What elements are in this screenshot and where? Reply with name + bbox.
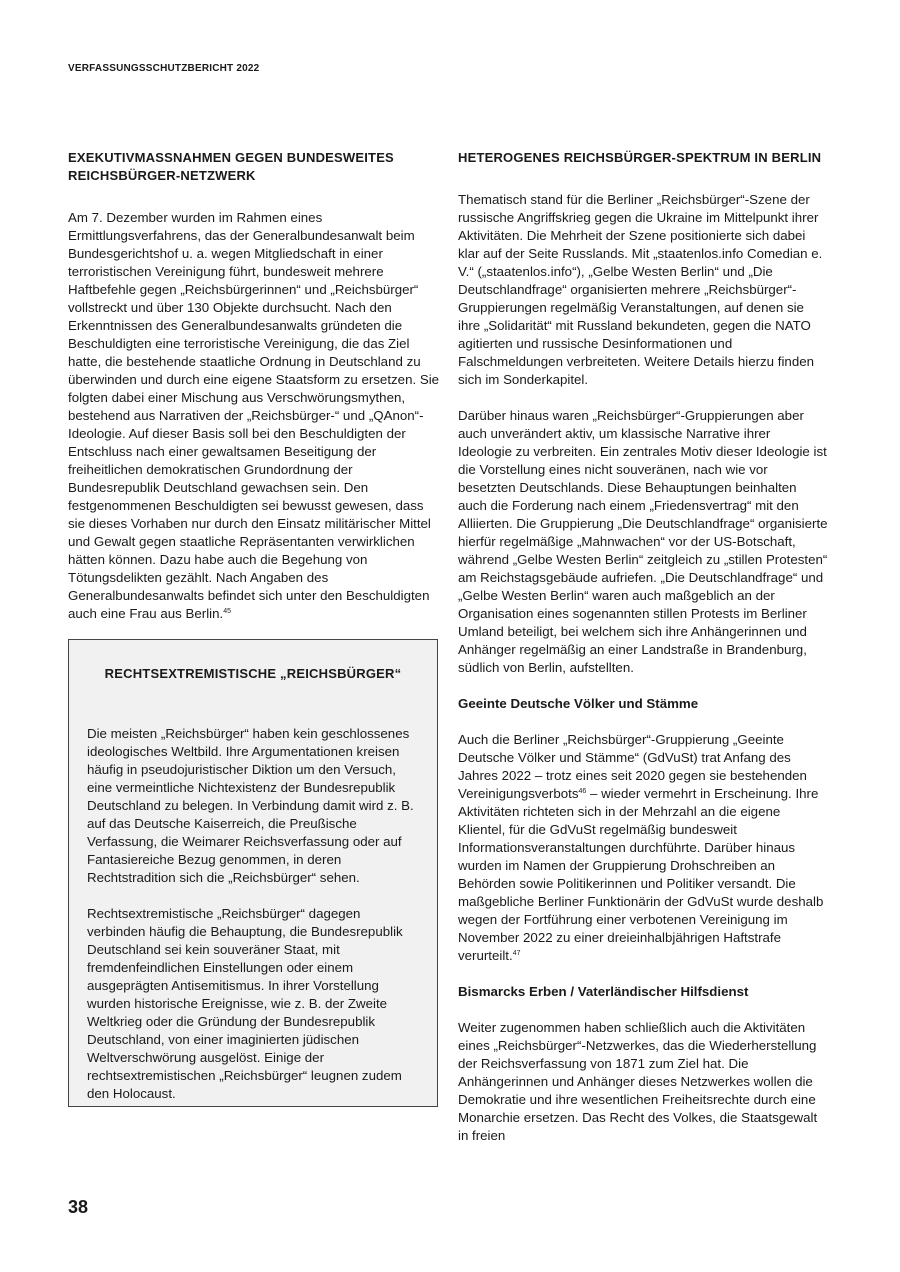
footnote-ref[interactable]: 46: [578, 788, 587, 795]
body-paragraph: [68, 209, 440, 623]
left-column: [68, 149, 440, 641]
section-heading-exekutivmassnahmen: EXEKUTIVMASSNAHMEN GEGEN BUNDESWEITES REICHSBÜRGER-NETZWERK: [68, 150, 394, 183]
section-heading-heterogenes-spektrum: HETEROGENES REICHSBÜRGER-SPEKTRUM IN BERLIN: [458, 150, 822, 165]
page-number: 38: [68, 1197, 89, 1217]
body-paragraph: Weiter zugenommen haben schließlich auch die Aktivitäten eines „Reichsbürger“-Netzwerkes, das die Wiederherstellung der Reichsverfassung von 1871 zum Ziel hat. Die Anhängerinnen und Anhänger dieses Netzwerkes wollen die Demokratie und ihre wesentlichen Freiheitsrechte durch eine Monarchie ersetzen. Das Recht des Volkes, die Staatsgewalt in freien: [458, 1020, 818, 1143]
info-box-heading: RECHTSEXTREMISTISCHE „REICHSBÜRGER“: [104, 666, 402, 681]
body-paragraph: [458, 731, 828, 965]
footnote-ref[interactable]: 47: [512, 950, 521, 957]
body-paragraph: Thematisch stand für die Berliner „Reichsbürger“-Szene der russische Angriffskrieg gegen die Ukraine im Mittelpunkt ihrer Aktivitäten. Die Mehrheit der Szene positionierte sich dabei klar auf der Seite Russlands. Mit „staatenlos.info Comedian e. V.“ („staatenlos.info“), „Gelbe Westen Berlin“ und „Die Deutschlandfrage“ organisierten mehrere „Reichsbürger“-Gruppierungen regelmäßig Veranstaltungen, auf denen sie ihre „Solidarität“ mit Russland bekundeten, gegen die NATO agitierten und russische Desinformationen und Falschmeldungen verbreiteten. Weitere Details hierzu finden sich im Sonderkapitel.: [458, 192, 823, 387]
paragraph-text: – wieder vermehrt in Erscheinung. Ihre Aktivitäten richteten sich in der Mehrzahl an die eigene Klientel, für die GdVuSt regelmäßig bundesweit Informationsveranstaltungen durchführte. Darüber hinaus wurden im Namen der Gruppierung Drohschreiben an Behörden sowie Politikerinnen und Politiker versandt. Die maßgebliche Berliner Funktionärin der GdVuSt wurde deshalb wegen der Fortführung einer verbotenen Vereinigung im November 2022 zu einer dreieinhalbjährigen Haftstrafe verurteilt.: [458, 786, 824, 963]
paragraph-text: Am 7. Dezember wurden im Rahmen eines Ermittlungsverfahrens, das der Generalbundesanwalt beim Bundesgerichtshof u. a. wegen Mitgliedschaft in einer terroristischen Vereinigung führt, bundesweit mehrere Haftbefehle gegen „Reichsbürgerinnen“ und „Reichsbürger“ vollstreckt und über 130 Objekte durchsucht. Nach den Erkenntnissen des Generalbundesanwalts gründeten die Beschuldigten eine terroristische Vereinigung, die das Ziel hatte, die bestehende staatliche Ordnung in Deutschland zu überwinden und durch eine eigene Staatsform zu ersetzen. Sie folgten dabei einer Mischung aus Verschwörungsmythen, bestehend aus Narrativen der „Reichsbürger-“ und „QAnon“-Ideologie. Auf dieser Basis soll bei den Beschuldigten der Entschluss nach einer gewaltsamen Beseitigung der freiheitlichen demokratischen Grundordnung der Bundesrepublik Deutschland gewachsen sein. Den festgenommenen Beschuldigten sei bewusst gewesen, dass sie dieses Vorhaben nur durch den Einsatz militärischer Mittel und Gewalt gegen staatliche Repräsentanten verwirklichen hätten können. Dazu habe auch die Begehung von Tötungsdelikten gezählt. Nach Angaben des Generalbundesanwalts befindet sich unter den Beschuldigten auch eine Frau aus Berlin.: [68, 210, 440, 621]
footnote-ref[interactable]: 45: [223, 608, 232, 615]
info-box-paragraph: Die meisten „Reichsbürger“ haben kein geschlossenes ideologisches Weltbild. Ihre Argumentationen kreisen häufig in pseudojuristischer Diktion um den Versuch, eine vermeintliche Nichtexistenz der Bundesrepublik Deutschland zu belegen. In Verbindung damit wird z. B. auf das Deutsche Kaiserreich, die Preußische Verfassung, die Weimarer Reichsverfassung oder auf Fantasiereiche Bezug genommen, in deren Rechtstradition sich die „Reichsbürger“ sehen.: [87, 726, 414, 885]
body-paragraph: Darüber hinaus waren „Reichsbürger“-Gruppierungen aber auch unverändert aktiv, um klassische Narrative ihrer Ideologie zu verbreiten. Ein zentrales Motiv dieser Ideologie ist die Vorstellung eines nicht souveränen, nach wie vor besetzten Deutschlands. Diese Behauptungen beinhalten auch die Forderung nach einem „Friedensvertrag“ mit den Alliierten. Die Gruppierung „Die Deutschlandfrage“ organisierte hierfür regelmäßige „Mahnwachen“ vor der US-Botschaft, während „Gelbe Westen Berlin“ zeitgleich zu „stillen Protesten“ am Reichstagsgebäude aufriefen. „Die Deutschlandfrage“ und „Gelbe Westen Berlin“ waren auch maßgeblich an der Organisation eines sogenannten stillen Protests im Berliner Umland beteiligt, bei welchem sich ihre Anhängerinnen und Anhänger regelmäßig an einer Landstraße in Brandenburg, südlich von Berlin, aufstellten.: [458, 408, 828, 675]
paragraph-text: Auch die Berliner „Reichsbürger“-Gruppierung „Geeinte Deutsche Völker und Stämme“ (GdVuSt) trat Anfang des Jahres 2022 – trotz eines seit 2020 gegen sie bestehenden Vereinigungsverbots: [458, 732, 807, 801]
info-box-paragraph: Rechtsextremistische „Reichsbürger“ dagegen verbinden häufig die Behauptung, die Bundesrepublik Deutschland sei kein souveräner Staat, mit fremdenfeindlichen Einstellungen oder einem ausgeprägten Antisemitismus. In ihrer Vorstellung wurden historische Ereignisse, wie z. B. der Zweite Weltkrieg oder die Gründung der Bundesrepublik Deutschland, von einer imaginierten jüdischen Weltverschwörung ausgelöst. Einige der rechtsextremistischen „Reichsbürger“ leugnen zudem den Holocaust.: [87, 906, 403, 1101]
info-box-rechtsextremistische-reichsbuerger: [68, 639, 438, 1107]
running-title: VERFASSUNGSSCHUTZBERICHT 2022: [68, 63, 260, 74]
subheading-geeinte-deutsche-voelker: Geeinte Deutsche Völker und Stämme: [458, 696, 699, 711]
subheading-bismarcks-erben: Bismarcks Erben / Vaterländischer Hilfsdienst: [458, 984, 749, 999]
right-column: [458, 149, 828, 1163]
